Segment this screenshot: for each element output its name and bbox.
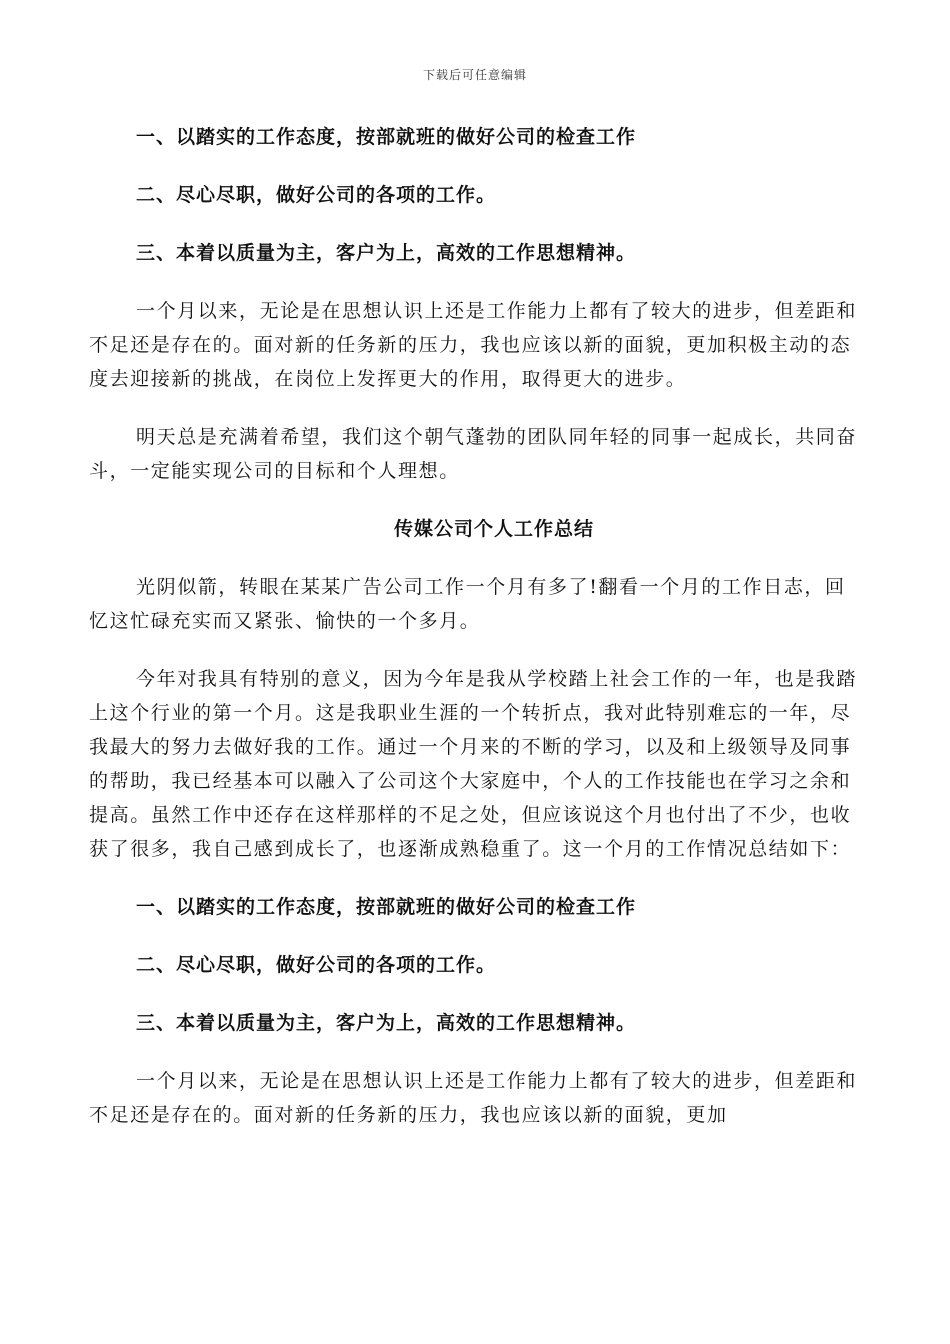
- section-heading-1: 一、以踏实的工作态度，按部就班的做好公司的检查工作: [136, 126, 637, 148]
- paragraph-intro: 光阴似箭，转眼在某某广告公司工作一个月有多了!翻看一个月的工作日志，回忆这忙碌充实而又紧张、愉快的一个多月。: [89, 576, 846, 632]
- section-heading-3: 三、本着以质量为主，客户为上，高效的工作思想精神。: [136, 242, 637, 264]
- paragraph-future: 明天总是充满着希望，我们这个朝气蓬勃的团队同年轻的同事一起成长，共同奋斗，一定能实现公司的目标和个人理想。: [89, 426, 858, 482]
- section-heading-5: 二、尽心尽职，做好公司的各项的工作。: [136, 954, 497, 976]
- page-header: 下载后可任意编辑: [422, 68, 527, 82]
- section-heading-4: 一、以踏实的工作态度，按部就班的做好公司的检查工作: [136, 896, 637, 918]
- paragraph-progress-repeat: 一个月以来，无论是在思想认识上还是工作能力上都有了较大的进步，但差距和不足还是存在的。面对新的任务新的压力，我也应该以新的面貌，更加: [89, 1070, 858, 1126]
- document-body: [89, 120, 859, 1132]
- document-title: 传媒公司个人工作总结: [393, 518, 594, 540]
- paragraph-progress: 一个月以来，无论是在思想认识上还是工作能力上都有了较大的进步，但差距和不足还是存在的。面对新的任务新的压力，我也应该以新的面貌，更加积极主动的态度去迎接新的挑战，在岗位上发挥更大的作用，取得更大的进步。: [89, 300, 858, 390]
- paragraph-significance: 今年对我具有特别的意义，因为今年是我从学校踏上社会工作的一年，也是我踏上这个行业的第一个月。这是我职业生涯的一个转折点，我对此特别难忘的一年，尽我最大的努力去做好我的工作。通过一个月来的不断的学习，以及和上级领导及同事的帮助，我已经基本可以融入了公司这个大家庭中，个人的工作技能也在学习之余和提高。虽然工作中还存在这样那样的不足之处，但应该说这个月也付出了不少，也收获了很多，我自己感到成长了，也逐渐成熟稳重了。这一个月的工作情况总结如下：: [89, 668, 858, 860]
- section-heading-2: 二、尽心尽职，做好公司的各项的工作。: [136, 184, 497, 206]
- section-heading-6: 三、本着以质量为主，客户为上，高效的工作思想精神。: [136, 1012, 637, 1034]
